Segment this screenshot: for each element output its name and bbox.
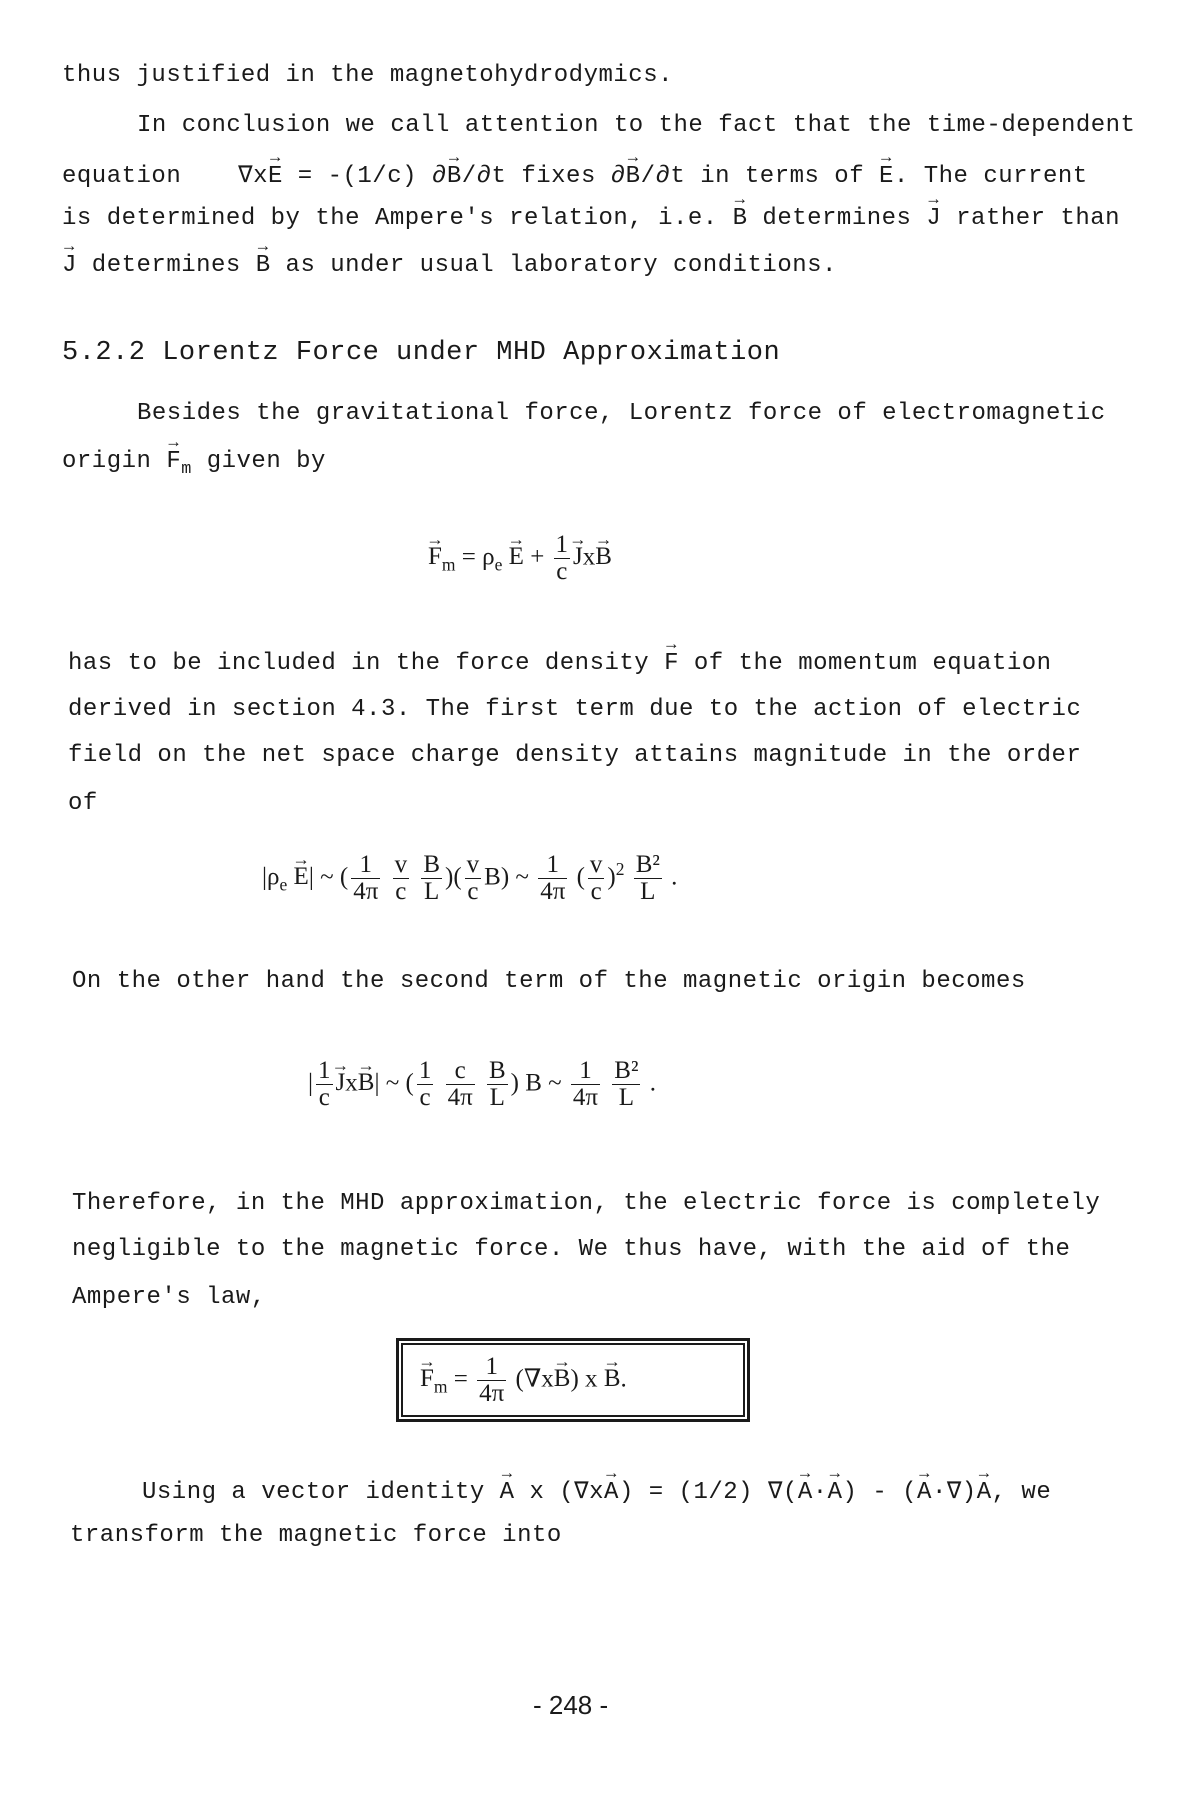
text-fragment: origin xyxy=(62,448,167,475)
eq-symbol: = xyxy=(447,1365,475,1393)
superscript: 2 xyxy=(615,859,625,880)
text-fragment: is determined by the Ampere's relation, i.e. xyxy=(62,205,733,232)
vector-A: → A xyxy=(500,1479,515,1506)
subscript-m: m xyxy=(433,1376,448,1397)
fraction xyxy=(316,1058,333,1112)
equation-electric-term: $|\rho_e \to E|$ ~ ( $\frac{1}{4\pi}$ $\frac{v}{c}$ $\frac{B}{L}$ )( $\frac{v}{c}$ B) ~ $\frac{1}{4\pi}$ ( $\frac{v}{c}$ )$^2$ $\frac{\text{B²}}{L}$ . xyxy=(262,852,677,906)
text-fragment: has to be included in the force density xyxy=(68,650,665,677)
vector-B: → B xyxy=(256,252,271,279)
fraction xyxy=(417,1058,434,1112)
frac-den: L xyxy=(424,878,440,906)
frac-num: v xyxy=(394,851,408,878)
text-fragment: . The current xyxy=(893,163,1088,190)
frac-den: c xyxy=(419,1084,431,1112)
subscript-e: e xyxy=(279,874,288,895)
vector-B: → B xyxy=(358,1069,375,1097)
text-fragment: ) = (1/2) ∇( xyxy=(618,1479,798,1506)
vector-F: → F xyxy=(166,448,181,475)
frac-num: 1 xyxy=(477,1354,506,1381)
eq-symbol: | xyxy=(262,863,268,891)
fraction xyxy=(393,852,410,906)
frac-den: c xyxy=(467,878,479,906)
frac-den: L xyxy=(618,1084,634,1112)
text-fragment: as under usual laboratory conditions. xyxy=(270,252,837,279)
text-fragment: /∂t in terms of xyxy=(640,163,880,190)
eq-symbol: ρ xyxy=(267,863,280,891)
frac-num: 1 xyxy=(538,852,567,879)
frac-den: c xyxy=(590,878,602,906)
text-fragment: ∇x xyxy=(238,163,268,190)
vector-A: → A xyxy=(604,1479,619,1506)
text-fragment: given by xyxy=(191,448,326,475)
text-fragment: , we xyxy=(991,1479,1052,1506)
vector-J: → J xyxy=(336,1069,346,1097)
fraction xyxy=(538,852,567,906)
vector-E: → E xyxy=(879,163,894,190)
fraction xyxy=(588,852,605,906)
fraction xyxy=(634,852,662,906)
subscript-e: e xyxy=(494,554,503,575)
vector-E: → E xyxy=(509,543,524,571)
vector-F: → F xyxy=(428,543,442,571)
text-fragment: determines xyxy=(747,205,927,232)
text-line-2: In conclusion we call attention to the fact that the time-dependent xyxy=(137,112,1136,139)
text-fragment: /∂t fixes ∂ xyxy=(461,163,626,190)
text-line-12: On the other hand the second term of the magnetic origin becomes xyxy=(72,968,1026,995)
fraction xyxy=(351,852,380,906)
vector-E: → E xyxy=(294,863,309,891)
eq-symbol: ~ xyxy=(509,863,536,891)
frac-den: 4π xyxy=(353,878,379,906)
eq-symbol: . xyxy=(643,1069,656,1097)
text-line-9: derived in section 4.3. The first term due to the action of electric xyxy=(68,696,1082,723)
frac-num: B² xyxy=(635,851,660,878)
frac-num: B² xyxy=(614,1057,639,1084)
frac-num: 1 xyxy=(571,1058,600,1085)
text-line-15: Ampere's law, xyxy=(72,1284,266,1311)
frac-den: L xyxy=(489,1084,505,1112)
text-line-6: Besides the gravitational force, Lorentz force of electromagnetic xyxy=(137,400,1106,427)
section-heading: 5.2.2 Lorentz Force under MHD Approximation xyxy=(62,338,781,368)
text-fragment: = -(1/c) ∂ xyxy=(282,163,447,190)
eq-symbol: ) B ~ xyxy=(510,1069,568,1097)
eq-symbol: ρ xyxy=(482,543,495,571)
text-fragment: determines xyxy=(76,252,256,279)
frac-den: 4π xyxy=(540,878,566,906)
vector-B: → B xyxy=(626,163,641,190)
vector-J: → J xyxy=(573,543,583,571)
fraction xyxy=(465,852,482,906)
eq-symbol: | xyxy=(308,1069,314,1097)
eq-symbol: + xyxy=(523,543,551,571)
eq-symbol: = xyxy=(455,543,483,571)
fraction xyxy=(571,1058,600,1112)
eq-symbol: )( xyxy=(445,863,462,891)
vector-J: → J xyxy=(926,205,941,232)
vector-B: → B xyxy=(595,543,612,571)
text-line-8 xyxy=(68,650,1052,677)
eq-symbol: (∇x xyxy=(509,1365,554,1393)
eq-symbol: . xyxy=(620,1365,627,1393)
eq-symbol: ) x xyxy=(570,1365,604,1393)
text-line-13: Therefore, in the MHD approximation, the electric force is completely xyxy=(72,1190,1101,1217)
text-fragment: equation xyxy=(62,163,182,190)
frac-num: c xyxy=(446,1058,475,1085)
frac-num: B xyxy=(488,1057,506,1084)
text-fragment: x (∇x xyxy=(514,1479,605,1506)
vector-F: → F xyxy=(420,1365,434,1393)
text-fragment: ) - ( xyxy=(842,1479,918,1506)
text-line-10: field on the net space charge density attains magnitude in the order xyxy=(68,742,1082,769)
eq-symbol: . xyxy=(664,863,678,891)
eq-symbol: x xyxy=(345,1069,358,1097)
text-fragment: ·∇) xyxy=(931,1479,977,1506)
frac-den: 4π xyxy=(479,1380,505,1408)
text-fragment: Using a vector identity xyxy=(142,1479,500,1506)
vector-A: → A xyxy=(828,1479,843,1506)
text-line-7 xyxy=(62,448,326,479)
text-line-17: transform the magnetic force into xyxy=(70,1522,562,1549)
vector-J: → J xyxy=(62,252,77,279)
eq-symbol: B) xyxy=(484,863,510,891)
frac-num: 1 xyxy=(418,1057,432,1084)
text-line-16 xyxy=(142,1476,1051,1506)
vector-A: → A xyxy=(977,1479,992,1506)
eq-symbol: | xyxy=(308,863,314,891)
page-number: - 248 - xyxy=(533,1690,609,1720)
vector-B: → B xyxy=(733,205,748,232)
fraction xyxy=(612,1058,640,1112)
subscript-m: m xyxy=(181,459,192,479)
fraction xyxy=(477,1354,506,1408)
text-line-11: of xyxy=(68,790,98,817)
text-fragment: · xyxy=(812,1479,828,1506)
fraction xyxy=(421,852,442,906)
eq-symbol: ~ ( xyxy=(379,1069,414,1097)
vector-B: → B xyxy=(447,163,462,190)
frac-num: 1 xyxy=(351,852,380,879)
frac-den: c xyxy=(395,878,407,906)
frac-num: B xyxy=(423,851,440,878)
vector-A: → A xyxy=(917,1479,932,1506)
fraction xyxy=(554,532,571,586)
frac-den: c xyxy=(556,558,568,586)
fraction xyxy=(446,1058,475,1112)
eq-symbol: ~ ( xyxy=(313,863,349,891)
text-line-1: thus justified in the magnetohydrodymics. xyxy=(62,62,673,89)
text-line-4 xyxy=(62,205,1120,232)
fraction xyxy=(487,1058,508,1112)
eq-symbol: | xyxy=(374,1069,380,1097)
vector-F: → F xyxy=(664,650,679,677)
vector-B: → B xyxy=(554,1365,571,1393)
vector-B: → B xyxy=(604,1365,621,1393)
frac-den: L xyxy=(640,878,656,906)
vector-A: → A xyxy=(798,1479,813,1506)
text-fragment: rather than xyxy=(941,205,1121,232)
eq-symbol: x xyxy=(582,543,596,571)
text-line-14: negligible to the magnetic force. We thus have, with the aid of the xyxy=(72,1236,1071,1263)
frac-den: 4π xyxy=(572,1084,599,1112)
subscript-m: m xyxy=(441,554,456,575)
text-line-5 xyxy=(62,252,837,279)
frac-num: 1 xyxy=(555,531,569,558)
boxed-equation xyxy=(420,1354,627,1408)
frac-num: v xyxy=(466,851,480,878)
equation-magnetic-term xyxy=(308,1058,656,1112)
frac-num: 1 xyxy=(318,1057,331,1084)
text-line-3 xyxy=(62,160,1088,190)
text-fragment: of the momentum equation xyxy=(679,650,1052,677)
vector-E: → E xyxy=(268,163,283,190)
equation-lorentz-force xyxy=(428,532,612,586)
frac-den: c xyxy=(318,1084,330,1112)
frac-num: v xyxy=(589,851,603,878)
frac-den: 4π xyxy=(447,1084,473,1112)
